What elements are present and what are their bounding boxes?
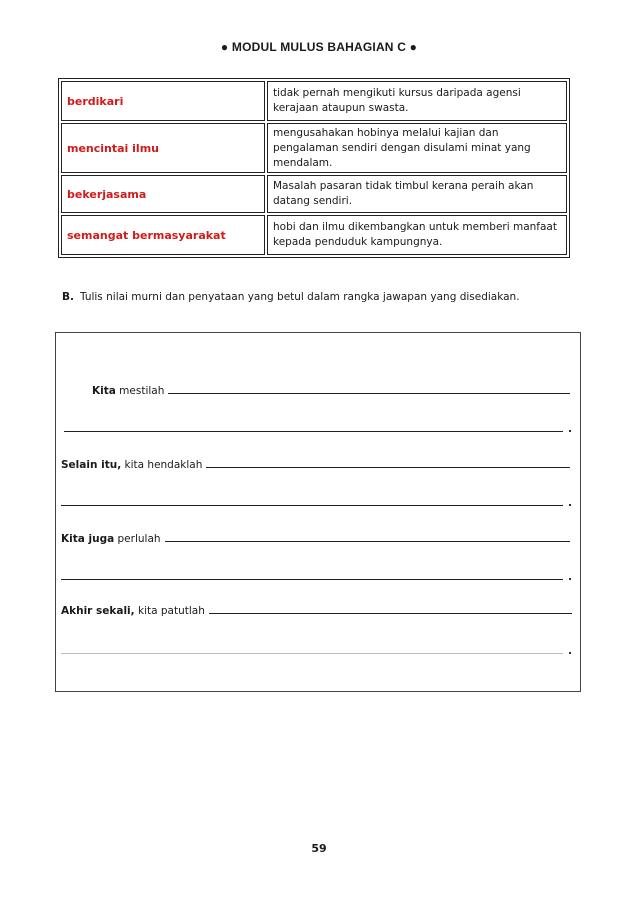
blank-line[interactable]: [206, 466, 570, 468]
description-cell: Masalah pasaran tidak timbul kerana peraih akan datang sendiri.: [267, 175, 567, 213]
table-row: [61, 123, 567, 173]
answer-line[interactable]: [61, 459, 570, 471]
term-cell: bekerjasama: [61, 175, 265, 213]
line-lead: [61, 459, 202, 471]
answer-frame: [55, 332, 581, 692]
lead-text: kita patutlah: [134, 605, 205, 617]
lead-bold: Akhir sekali,: [61, 605, 135, 617]
answer-line[interactable]: [61, 605, 572, 617]
module-header: ● MODUL MULUS BAHAGIAN C ●: [220, 40, 418, 54]
lead-bold: Kita juga: [61, 533, 115, 545]
answer-line[interactable]: [61, 571, 572, 583]
lead-text: mestilah: [115, 385, 165, 397]
description-cell: mengusahakan hobinya melalui kajian dan pengalaman sendiri dengan disulami minat yang mendalam.: [267, 123, 567, 173]
term-cell: berdikari: [61, 81, 265, 121]
answer-line[interactable]: [61, 645, 572, 657]
period-mark: .: [568, 423, 572, 435]
lead-text: kita hendaklah: [121, 459, 203, 471]
table-row: [61, 215, 567, 255]
section-label: B.: [62, 291, 74, 303]
blank-line[interactable]: [165, 540, 570, 542]
blank-line[interactable]: [61, 578, 563, 580]
answer-line[interactable]: [64, 423, 572, 435]
answer-line[interactable]: [92, 385, 570, 397]
period-mark: .: [568, 571, 572, 583]
answer-line[interactable]: [61, 533, 570, 545]
table-row: [61, 175, 567, 213]
lead-text: perlulah: [114, 533, 161, 545]
page-number: 59: [311, 842, 327, 855]
blank-line[interactable]: [209, 612, 572, 614]
line-lead: [92, 385, 164, 397]
blank-line[interactable]: [61, 652, 563, 654]
description-cell: tidak pernah mengikuti kursus daripada agensi kerajaan ataupun swasta.: [267, 81, 567, 121]
term-cell: semangat bermasyarakat: [61, 215, 265, 255]
period-mark: .: [568, 497, 572, 509]
blank-line[interactable]: [168, 392, 570, 394]
instruction-text: Tulis nilai murni dan penyataan yang betul dalam rangka jawapan yang disediakan.: [80, 291, 520, 303]
line-lead: [61, 605, 205, 617]
table-row: [61, 81, 567, 121]
blank-line[interactable]: [61, 504, 563, 506]
lead-bold: Selain itu,: [61, 459, 122, 471]
values-table: [58, 78, 570, 258]
lead-bold: Kita: [92, 385, 116, 397]
term-cell: mencintai ilmu: [61, 123, 265, 173]
period-mark: .: [568, 645, 572, 657]
answer-line[interactable]: [61, 497, 572, 509]
line-lead: [61, 533, 161, 545]
section-b-instruction: [62, 291, 520, 303]
blank-line[interactable]: [64, 430, 563, 432]
description-cell: hobi dan ilmu dikembangkan untuk memberi manfaat kepada penduduk kampungnya.: [267, 215, 567, 255]
